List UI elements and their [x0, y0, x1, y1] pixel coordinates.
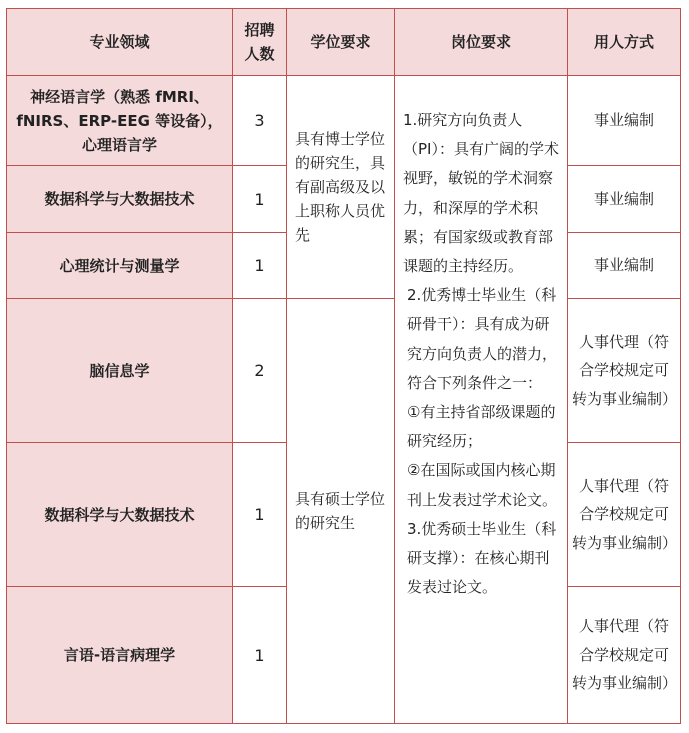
post-item-2: 2.优秀博士毕业生（科研骨干）：具有成为研究方向负责人的潜力，符合下列条件之一：	[407, 286, 558, 392]
header-field: 专业领域	[7, 9, 233, 76]
field-cell: 数据科学与大数据技术	[7, 166, 233, 233]
degree-doctor-cell: 具有博士学位的研究生，具有副高级及以上职称人员优先	[287, 76, 395, 299]
hire-cell: 人事代理（符合学校规定可转为事业编制）	[568, 299, 681, 443]
hire-cell: 人事代理（符合学校规定可转为事业编制）	[568, 587, 681, 724]
count-cell: 1	[233, 166, 287, 233]
header-degree: 学位要求	[287, 9, 395, 76]
field-cell: 心理统计与测量学	[7, 233, 233, 299]
field-cell: 数据科学与大数据技术	[7, 443, 233, 587]
post-item-2b: ②在国际或国内核心期刊上发表过学术论文。	[407, 461, 558, 509]
degree-master-cell: 具有硕士学位的研究生	[287, 299, 395, 724]
hire-cell: 事业编制	[568, 76, 681, 166]
hire-cell: 事业编制	[568, 233, 681, 299]
post-item-3: 3.优秀硕士毕业生（科研支撑）：在核心期刊发表过论文。	[407, 519, 557, 597]
count-cell: 1	[233, 233, 287, 299]
header-count: 招聘人数	[233, 9, 287, 76]
post-item-2a: ①有主持省部级课题的研究经历；	[407, 403, 556, 451]
field-cell: 脑信息学	[7, 299, 233, 443]
field-cell: 神经语言学（熟悉 fMRI、fNIRS、ERP-EEG 等设备），心理语言学	[7, 76, 233, 166]
hire-cell: 事业编制	[568, 166, 681, 233]
post-item-1: 1.研究方向负责人（PI）：具有广阔的学术视野，敏锐的学术洞察力，和深厚的学术积累；有国家级或教育部课题的主持经历。	[403, 111, 559, 276]
count-cell: 3	[233, 76, 287, 166]
field-cell: 言语-语言病理学	[7, 587, 233, 724]
count-cell: 2	[233, 299, 287, 443]
header-hire: 用人方式	[568, 9, 681, 76]
hire-cell: 人事代理（符合学校规定可转为事业编制）	[568, 443, 681, 587]
count-cell: 1	[233, 587, 287, 724]
post-requirements-cell	[395, 76, 568, 724]
header-post: 岗位要求	[395, 9, 568, 76]
count-cell: 1	[233, 443, 287, 587]
recruitment-table	[6, 8, 681, 724]
